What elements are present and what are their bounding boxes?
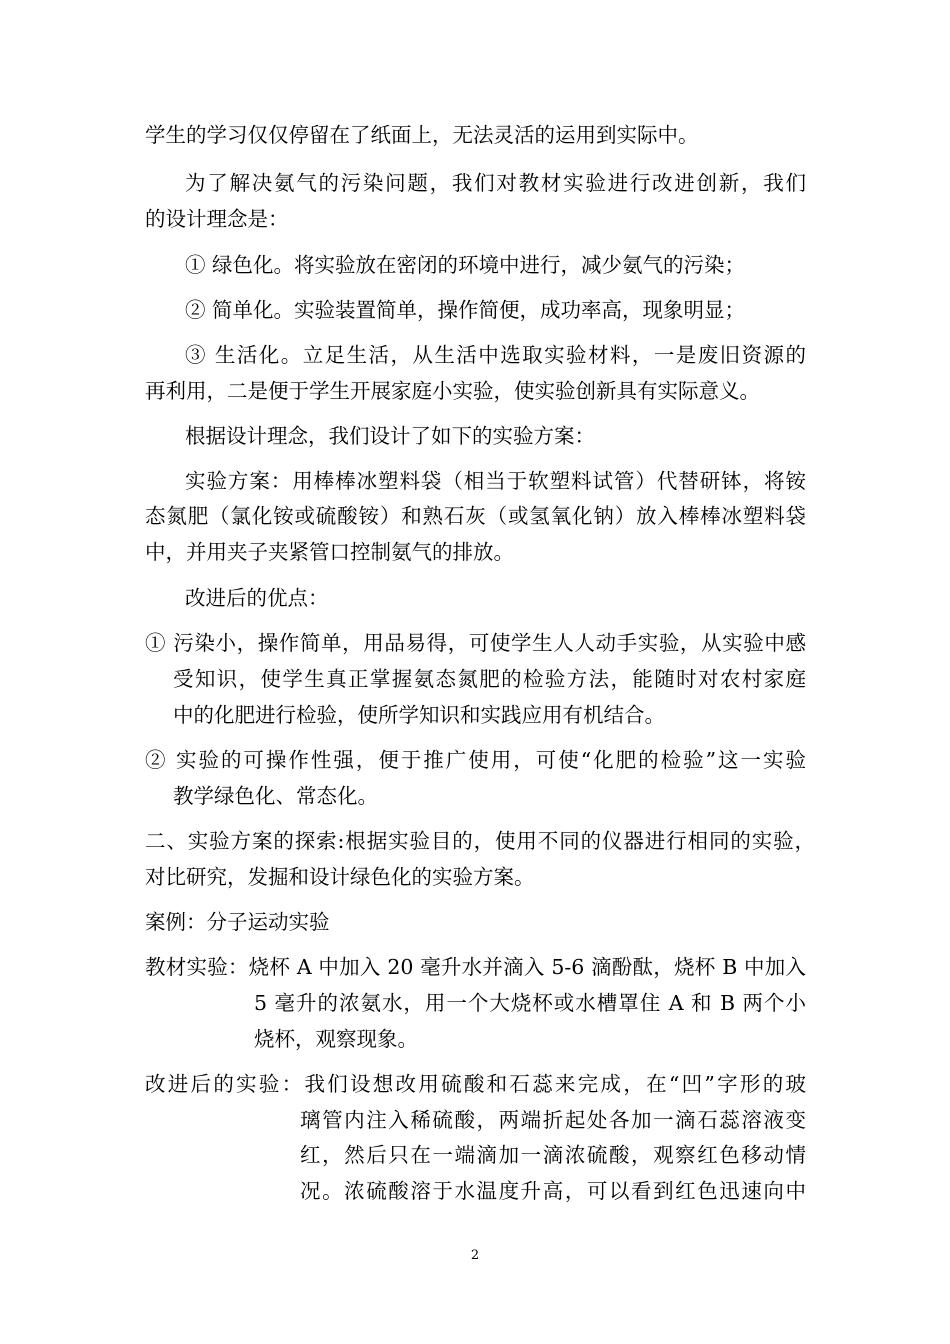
text-line: 再利用，二是便于学生开展家庭小实验，使实验创新具有实际意义。 [145, 379, 760, 403]
text-line: 红，然后只在一端滴加一滴浓硫酸，观察红色移动情 [300, 1143, 806, 1167]
text-line: 二、实验方案的探索:根据实验目的，使用不同的仪器进行相同的实验， [145, 829, 815, 853]
text-line: ② 实验的可操作性强，便于推广使用，可使“化肥的检验”这一实验 [145, 748, 806, 772]
text-line: 案例：分子运动实验 [145, 910, 330, 934]
text-line: 5 毫升的浓氨水，用一个大烧杯或水槽罩住 A 和 B 两个小 [254, 991, 806, 1015]
text-line: 况。浓硫酸溶于水温度升高，可以看到红色迅速向中 [300, 1179, 806, 1203]
text-line: 为了解决氨气的污染问题，我们对教材实验进行改进创新，我们 [185, 171, 806, 195]
text-line: ③ 生活化。立足生活，从生活中选取实验材料，一是废旧资源的 [185, 343, 806, 367]
text-line: 对比研究，发掘和设计绿色化的实验方案。 [145, 865, 535, 889]
text-line: 改进后的实验：我们设想改用硫酸和石蕊来完成，在“凹”字形的玻 [145, 1072, 806, 1096]
text-line: 中，并用夹子夹紧管口控制氨气的排放。 [145, 540, 514, 564]
text-line: 教学绿色化、常态化。 [173, 784, 378, 808]
text-line: ① 绿色化。将实验放在密闭的环境中进行，减少氨气的污染； [185, 253, 746, 277]
text-line: 改进后的优点： [185, 586, 329, 610]
text-line: 根据设计理念，我们设计了如下的实验方案： [185, 424, 595, 448]
text-line: 实验方案：用棒棒冰塑料袋（相当于软塑料试管）代替研钵，将铵 [185, 469, 806, 493]
text-line: 烧杯，观察现象。 [254, 1027, 418, 1051]
text-line: 学生的学习仅仅停留在了纸面上，无法灵活的运用到实际中。 [145, 123, 699, 147]
text-line: 璃管内注入稀硫酸，两端折起处各加一滴石蕊溶液变 [300, 1108, 806, 1132]
text-line: 受知识，使学生真正掌握氨态氮肥的检验方法，能随时对农村家庭 [173, 667, 806, 691]
text-line: ② 简单化。实验装置简单，操作简便，成功率高，现象明显； [185, 298, 746, 322]
text-line: 态氮肥（氯化铵或硫酸铵）和熟石灰（或氢氧化钠）放入棒棒冰塑料袋 [145, 504, 806, 528]
text-line: 中的化肥进行检验，使所学知识和实践应用有机结合。 [173, 703, 665, 727]
page-number: 2 [470, 1248, 480, 1263]
text-line: ① 污染小，操作简单，用品易得，可使学生人人动手实验，从实验中感 [145, 631, 806, 655]
text-line: 的设计理念是： [145, 207, 289, 231]
text-line: 教材实验：烧杯 A 中加入 20 毫升水并滴入 5-6 滴酚酞，烧杯 B 中加入 [145, 955, 806, 979]
